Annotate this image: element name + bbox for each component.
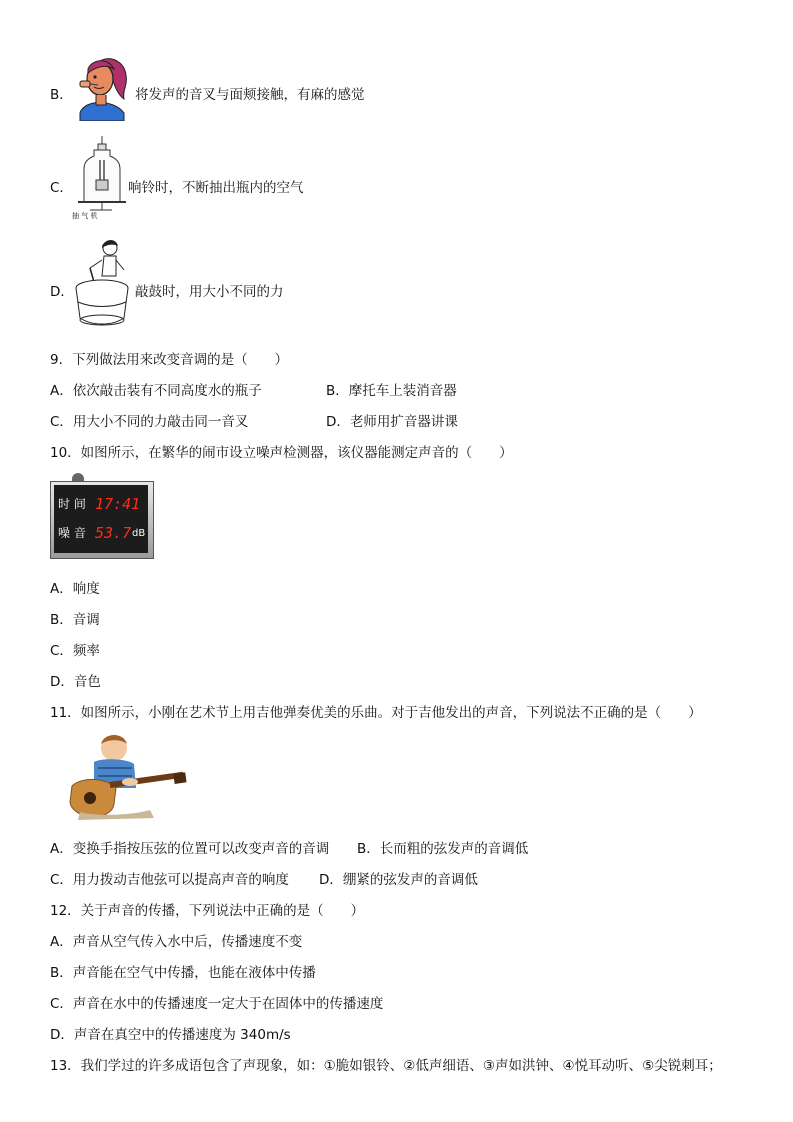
question-stem: 10．如图所示，在繁华的闹市设立噪声检测器，该仪器能测定声音的（ ） [50, 445, 513, 461]
noise-value: 53.7 [95, 524, 132, 542]
option-d: D．声音在真空中的传播速度为 340m/s [50, 1027, 291, 1043]
option-c: C．频率 [50, 643, 100, 659]
option-c: C．用力拨动吉他弦可以提高声音的响度 [50, 872, 289, 888]
question-stem: 11．如图所示，小刚在艺术节上用吉他弹奏优美的乐曲。对于吉他发出的声音，下列说法不正确的是（ ） [50, 705, 702, 721]
time-value: 17:41 [95, 495, 141, 513]
option-a: A．变换手指按压弦的位置可以改变声音的音调 [50, 841, 330, 857]
option-c: C．声音在水中的传播速度一定大于在固体中的传播速度 [50, 996, 384, 1012]
option-text: 敲鼓时，用大小不同的力 [135, 284, 284, 300]
option-b: B．长而粗的弦发声的音调低 [357, 841, 529, 857]
time-label: 时 间 [58, 497, 86, 511]
option-b: B．声音能在空气中传播，也能在液体中传播 [50, 965, 316, 981]
option-label: B． [50, 87, 73, 103]
option-text: 将发声的音叉与面颊接触，有麻的感觉 [135, 87, 365, 103]
option-a: A．依次敲击装有不同高度水的瓶子 [50, 383, 262, 399]
option-text: 响铃时，不断抽出瓶内的空气 [128, 180, 304, 196]
tuning-fork-face-illustration [74, 55, 130, 121]
noise-meter-figure [50, 473, 152, 557]
bell-jar-illustration [72, 136, 126, 222]
option-d: D．老师用扩音器讲课 [326, 414, 458, 430]
question-stem: 9．下列做法用来改变音调的是（ ） [50, 352, 289, 368]
noise-label: 噪 音 [58, 526, 86, 540]
figure-caption: 抽 气 机 [72, 212, 98, 220]
drum-illustration [72, 238, 134, 328]
option-d: D．音色 [50, 674, 101, 690]
option-b: B．摩托车上装消音器 [326, 383, 457, 399]
option-a: A．声音从空气传入水中后，传播速度不变 [50, 934, 303, 950]
guitar-boy-photo [50, 730, 188, 820]
option-label: C． [50, 180, 73, 196]
option-d: D．绷紧的弦发声的音调低 [319, 872, 478, 888]
unit-label: dB [132, 528, 146, 539]
option-a: A．响度 [50, 581, 100, 597]
question-stem: 13．我们学过的许多成语包含了声现象，如：①脆如银铃、②低声细语、③声如洪钟、④悦耳动听、⑤尖锐刺耳； [50, 1058, 722, 1074]
option-b: B．音调 [50, 612, 100, 628]
question-stem: 12．关于声音的传播，下列说法中正确的是（ ） [50, 903, 365, 919]
option-c: C．用大小不同的力敲击同一音叉 [50, 414, 249, 430]
option-label: D． [50, 284, 74, 300]
